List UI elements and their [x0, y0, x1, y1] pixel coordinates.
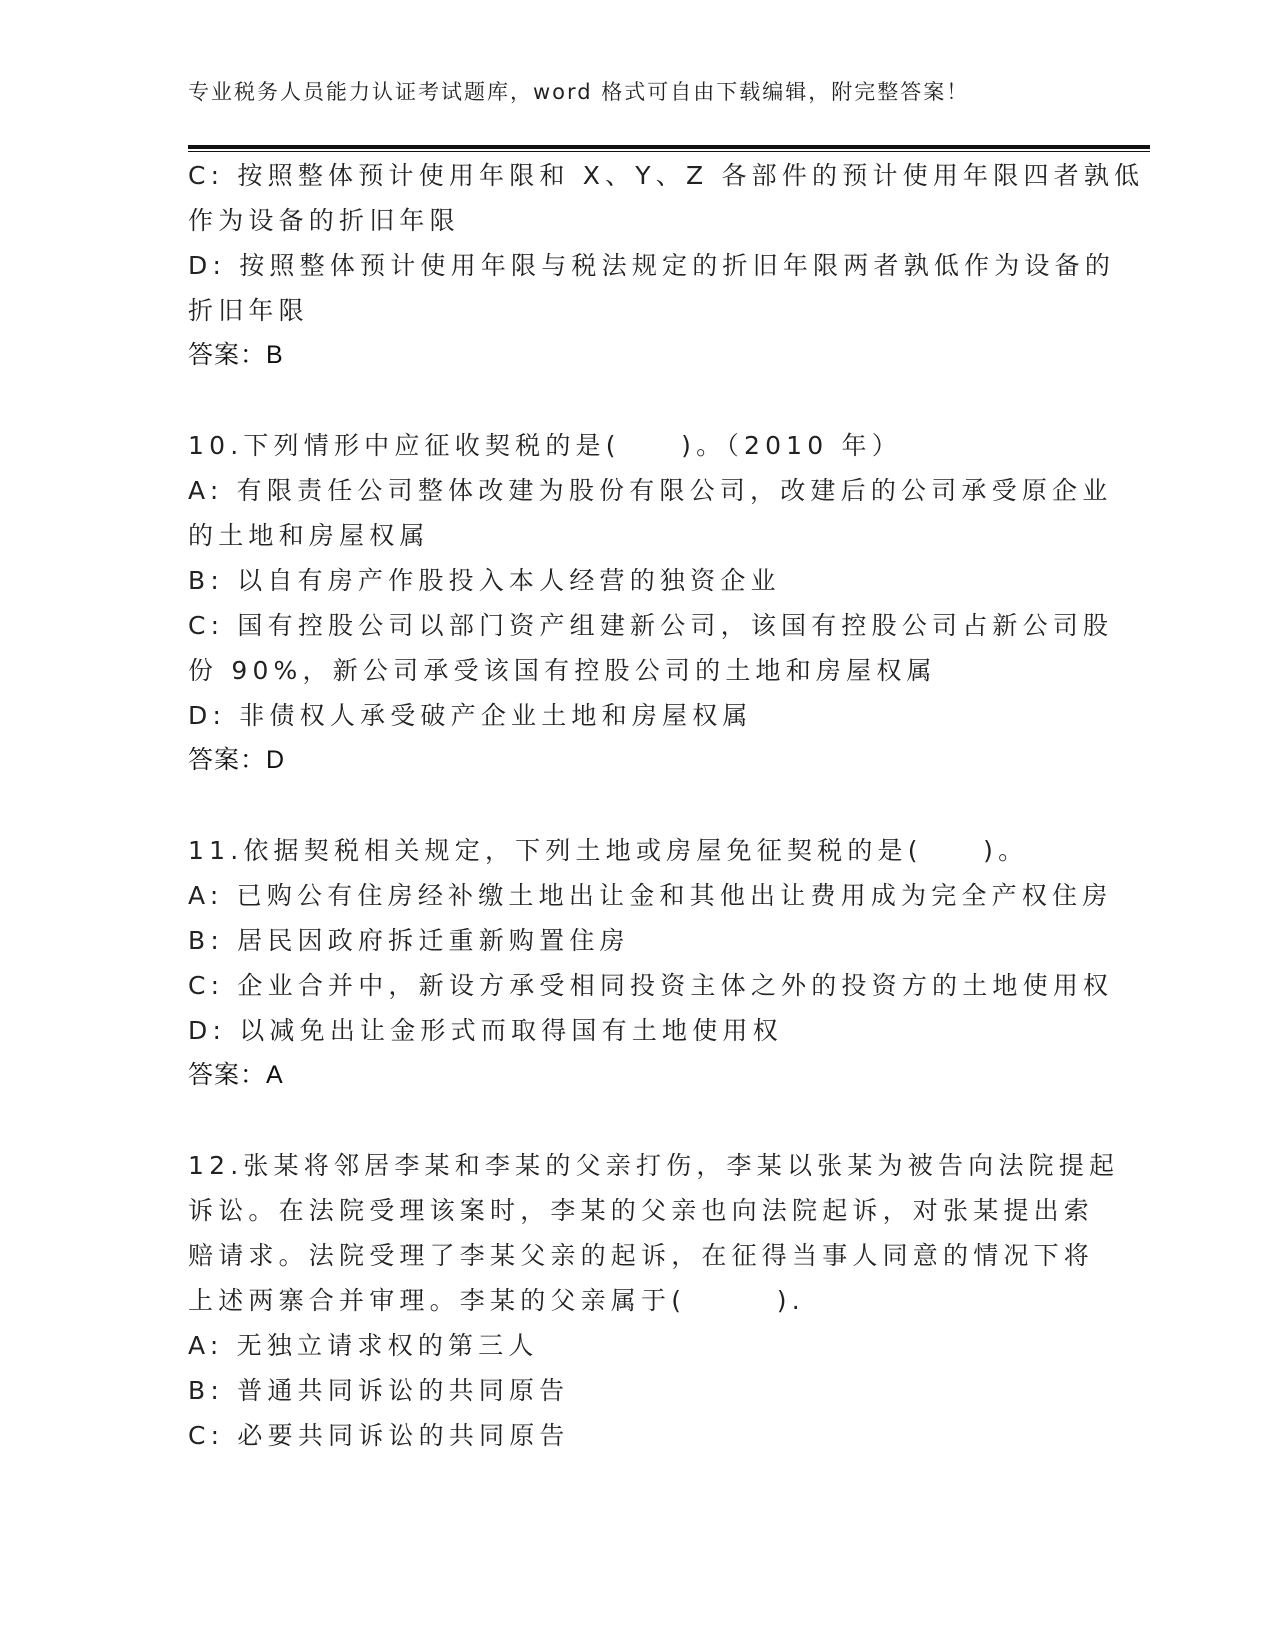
- q10-option-d: D: 非债权人承受破产企业土地和房屋权属: [188, 701, 753, 730]
- q12-option-a: A: 无独立请求权的第三人: [188, 1331, 539, 1360]
- q10-stem: 10.下列情形中应征收契税的是( )。（2010 年）: [188, 431, 902, 460]
- q10-option-b: B: 以自有房产作股投入本人经营的独资企业: [188, 566, 781, 595]
- q11-option-d: D: 以减免出让金形式而取得国有土地使用权: [188, 1016, 783, 1045]
- q10-option-c: [188, 603, 1114, 693]
- q10-option-a: [188, 468, 1113, 558]
- page-header: 专业税务人员能力认证考试题库，word 格式可自由下载编辑，附完整答案！: [188, 80, 970, 104]
- q10-option-c-line-2: 份 90%，新公司承受该国有控股公司的土地和房屋权属: [188, 656, 937, 685]
- q9-option-d-line-1: D: 按照整体预计使用年限与税法规定的折旧年限两者孰低作为设备的: [188, 251, 1116, 280]
- q12-stem-line-1: 12.张某将邻居李某和李某的父亲打伤，李某以张某为被告向法院提起: [188, 1151, 1120, 1180]
- header-rule-thick: [188, 145, 1150, 149]
- q11-option-a: A: 已购公有住房经补缴土地出让金和其他出让费用成为完全产权住房: [188, 881, 1113, 910]
- header-rule-thin: [188, 151, 1150, 152]
- q12-option-b: B: 普通共同诉讼的共同原告: [188, 1376, 570, 1405]
- q10-option-a-line-2: 的土地和房屋权属: [188, 521, 430, 550]
- q11-option-b: B: 居民因政府拆迁重新购置住房: [188, 926, 630, 955]
- q9-option-c: [188, 153, 1145, 243]
- q12-stem-line-4: 上述两寨合并审理。李某的父亲属于( ).: [188, 1286, 805, 1315]
- spacer: [188, 783, 1088, 828]
- q9-option-c-line-2: 作为设备的折旧年限: [188, 206, 460, 235]
- q9-option-c-line-1: C: 按照整体预计使用年限和 X、Y、Z 各部件的预计使用年限四者孰低: [188, 161, 1145, 190]
- question-body: [188, 153, 1145, 1458]
- spacer: [188, 378, 1088, 423]
- q12-stem-line-2: 诉讼。在法院受理该案时，李某的父亲也向法院起诉，对张某提出索: [188, 1196, 1095, 1225]
- q12-stem: [188, 1143, 1120, 1323]
- spacer: [188, 1098, 1088, 1143]
- q11-option-c: C: 企业合并中，新设方承受相同投资主体之外的投资方的土地使用权: [188, 971, 1114, 1000]
- q9-option-d-line-2: 折旧年限: [188, 296, 309, 325]
- q9-option-d: [188, 243, 1116, 333]
- q10-answer: 答案：D: [188, 746, 286, 774]
- q10-option-c-line-1: C: 国有控股公司以部门资产组建新公司，该国有控股公司占新公司股: [188, 611, 1114, 640]
- q12-option-c: C: 必要共同诉讼的共同原告: [188, 1421, 570, 1450]
- q9-answer: 答案：B: [188, 341, 284, 369]
- q10-option-a-line-1: A: 有限责任公司整体改建为股份有限公司，改建后的公司承受原企业: [188, 476, 1113, 505]
- q11-answer: 答案：A: [188, 1061, 284, 1089]
- q12-stem-line-3: 赔请求。法院受理了李某父亲的起诉，在征得当事人同意的情况下将: [188, 1241, 1095, 1270]
- q11-stem: 11.依据契税相关规定，下列土地或房屋免征契税的是( )。: [188, 836, 1029, 865]
